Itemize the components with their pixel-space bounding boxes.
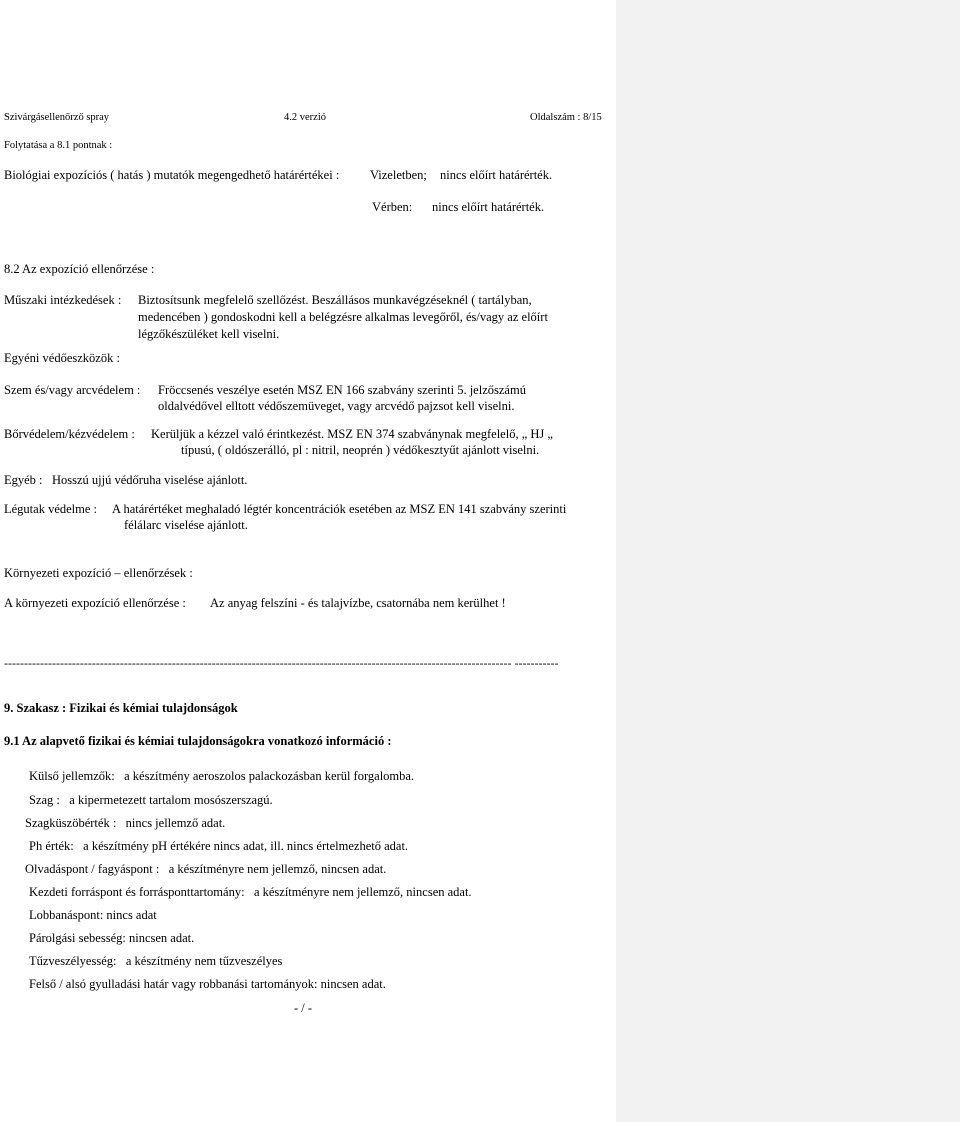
- header-product: Szivárgásellenőrző spray: [4, 112, 110, 123]
- property-value: a készítmény nem tűzveszélyes: [125, 954, 283, 968]
- property-value: nincsen adat.: [128, 931, 195, 945]
- property-label: Szagküszöbérték :: [25, 816, 117, 830]
- property-value: a készítmény aeroszolos palackozásban kerül forgalomba.: [124, 769, 415, 783]
- property-label: Lobbanáspont:: [29, 908, 104, 922]
- env-exposure-heading: Környezeti expozíció – ellenőrzések :: [4, 566, 193, 580]
- property-label: Külső jellemzők:: [29, 769, 115, 783]
- continuation-note: Folytatása a 8.1 pontnak :: [4, 140, 113, 151]
- ppe-label: Egyéni védőeszközök :: [4, 351, 120, 365]
- property-row: [29, 885, 472, 900]
- skin-protection-line: Kerüljük a kézzel való érintkezést. MSZ EN 374 szabványnak megfelelő, „ HJ „: [151, 427, 553, 441]
- section-9-heading: 9. Szakasz : Fizikai és kémiai tulajdonságok: [4, 701, 238, 715]
- respiratory-protection-line: félálarc viselése ajánlott.: [124, 518, 248, 532]
- property-value: nincs jellemző adat.: [125, 816, 226, 830]
- tech-measures-line: légzőkészüléket kell viselni.: [138, 327, 280, 341]
- bio-blood-label: Vérben:: [372, 200, 413, 214]
- property-row: [25, 816, 225, 831]
- property-value: a készítményre nem jellemző, nincsen adat.: [253, 885, 472, 899]
- eye-protection-line: Fröccsenés veszélye esetén MSZ EN 166 szabvány szerinti 5. jelzőszámú: [158, 383, 526, 397]
- eye-protection-label: Szem és/vagy arcvédelem :: [4, 383, 141, 397]
- property-label: Tűzveszélyesség:: [29, 954, 117, 968]
- property-value: nincs adat: [106, 908, 157, 922]
- property-value: nincsen adat.: [320, 977, 386, 991]
- property-row: [25, 862, 386, 877]
- property-value: a készítményre nem jellemző, nincsen adat.: [168, 862, 387, 876]
- env-exposure-label: A környezeti expozíció ellenőrzése :: [4, 596, 186, 610]
- bio-urine-label: Vizeletben;: [370, 168, 427, 182]
- property-label: Olvadáspont / fagyáspont :: [25, 862, 160, 876]
- property-label: Kezdeti forráspont és forrásponttartomány:: [29, 885, 245, 899]
- tech-measures-line: Biztosítsunk megfelelő szellőzést. Beszállásos munkavégzéseknél ( tartályban,: [138, 293, 532, 307]
- respiratory-protection-line: A határértéket meghaladó légtér koncentrációk esetében az MSZ EN 141 szabvány szerinti: [112, 502, 567, 516]
- env-exposure-value: Az anyag felszíni - és talajvízbe, csatornába nem kerülhet !: [210, 596, 506, 610]
- property-row: [29, 769, 414, 784]
- skin-protection-label: Bőrvédelem/kézvédelem :: [4, 427, 135, 441]
- other-protection-value: Hosszú ujjú védőruha viselése ajánlott.: [52, 473, 248, 487]
- property-row: [29, 908, 157, 923]
- property-label: Ph érték:: [29, 839, 74, 853]
- property-label: Szag :: [29, 793, 60, 807]
- section-9-1-heading: 9.1 Az alapvető fizikai és kémiai tulajdonságokra vonatkozó információ :: [4, 734, 392, 748]
- property-label: Párolgási sebesség:: [29, 931, 126, 945]
- bio-urine-value: nincs előírt határérték.: [440, 168, 553, 182]
- page-footer: - / -: [294, 1001, 313, 1015]
- property-row: [29, 931, 194, 946]
- property-row: [29, 977, 386, 992]
- tech-measures-label: Műszaki intézkedések :: [4, 293, 122, 307]
- header-version: 4.2 verzió: [284, 112, 326, 123]
- section-separator: ------------------------------------------------------------------------------------------------------------------------------- -----------: [4, 656, 559, 670]
- property-value: a kipermetezett tartalom mosószerszagú.: [69, 793, 273, 807]
- property-value: a készítmény pH értékére nincs adat, ill. nincs értelmezhető adat.: [83, 839, 409, 853]
- bio-limits-label: Biológiai expozíciós ( hatás ) mutatók megengedhető határértékei :: [4, 168, 340, 182]
- tech-measures-line: medencében ) gondoskodni kell a belégzésre alkalmas levegőről, és/vagy az előírt: [138, 310, 548, 324]
- property-row: [29, 954, 282, 969]
- property-label: Felső / alsó gyulladási határ vagy robbanási tartományok:: [29, 977, 318, 991]
- header-page-number: Oldalszám : 8/15: [530, 112, 602, 123]
- property-row: [29, 793, 273, 808]
- section-8-2-heading: 8.2 Az expozíció ellenőrzése :: [4, 262, 155, 276]
- eye-protection-line: oldalvédővel elltott védőszemüveget, vagy arcvédő pajzsot kell viselni.: [158, 399, 515, 413]
- other-protection-label: Egyéb :: [4, 473, 43, 487]
- right-margin-panel: [616, 0, 960, 1122]
- bio-blood-value: nincs előírt határérték.: [432, 200, 545, 214]
- skin-protection-line: típusú, ( oldószerálló, pl : nitril, neoprén ) védőkesztyűt ajánlott viselni.: [181, 443, 540, 457]
- respiratory-protection-label: Légutak védelme :: [4, 502, 98, 516]
- property-row: [29, 839, 408, 854]
